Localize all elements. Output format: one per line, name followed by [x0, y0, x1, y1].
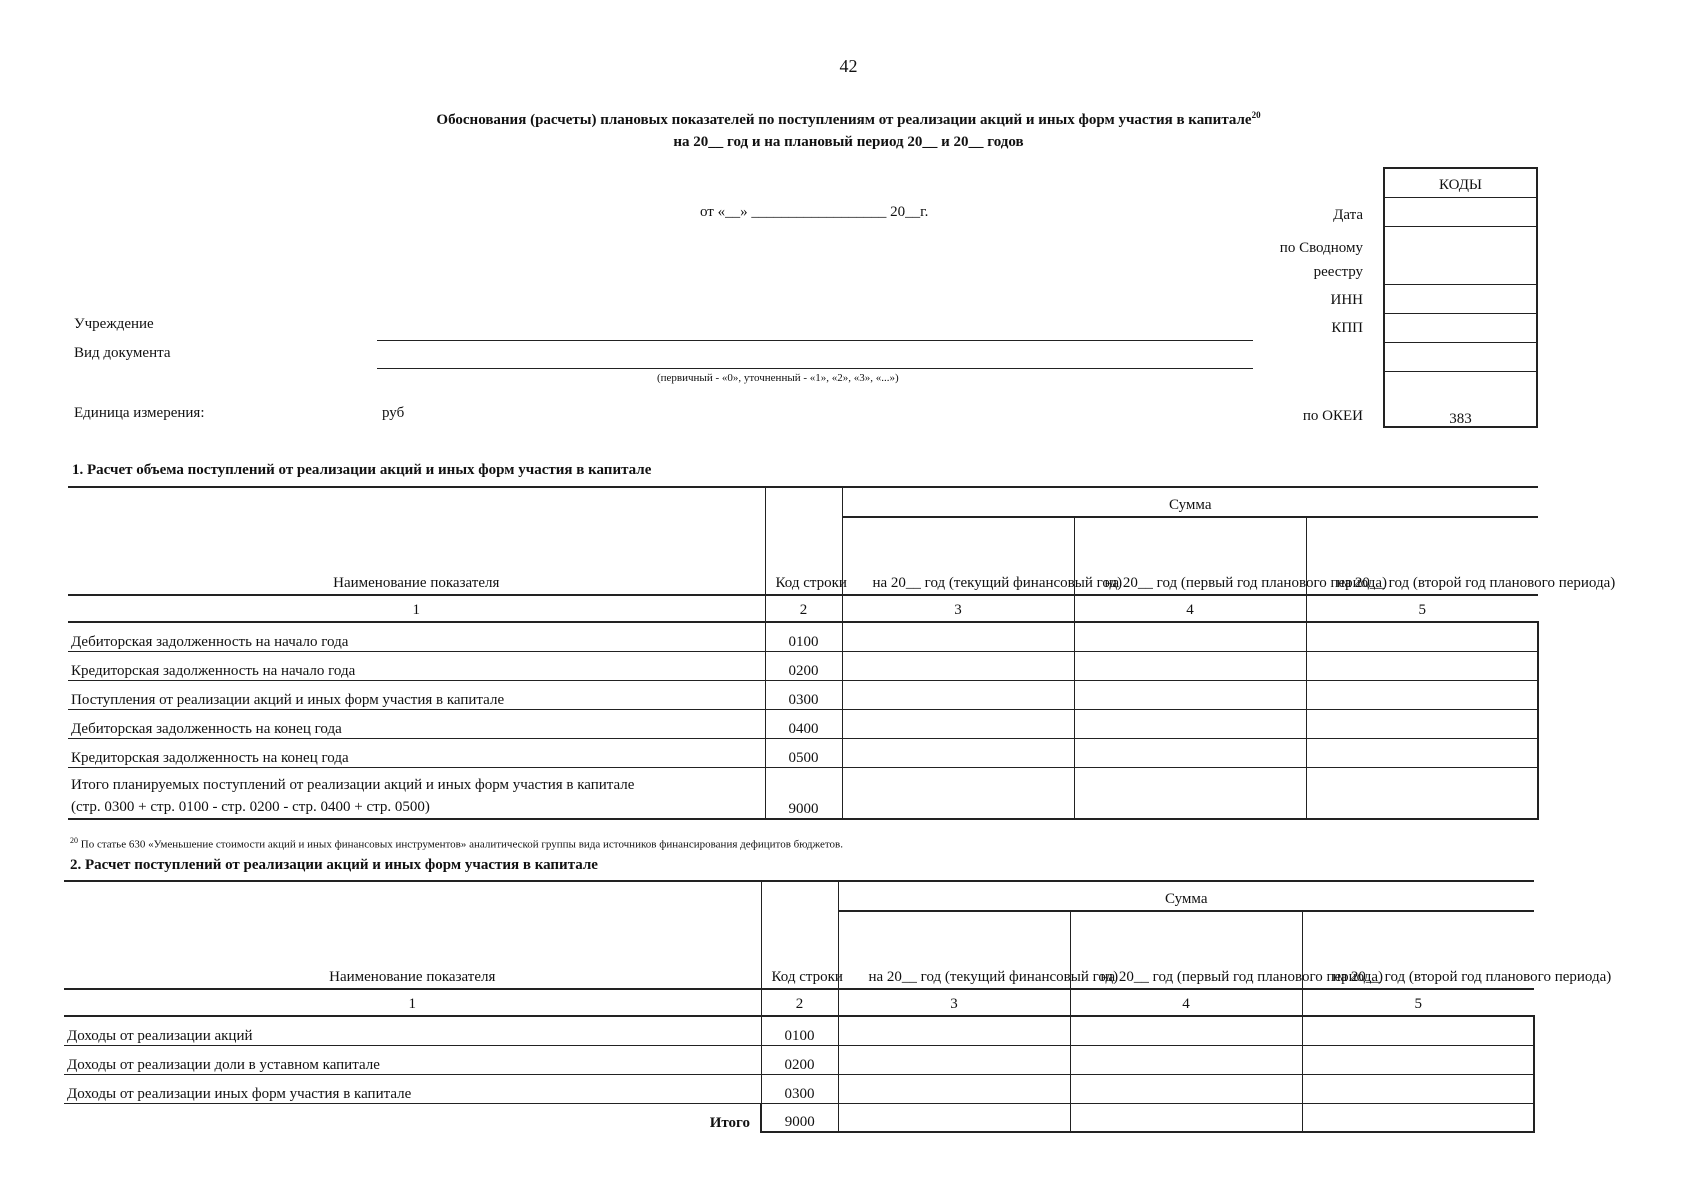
value-cell[interactable] — [1074, 738, 1306, 767]
s1-col3-header: на 20__ год (текущий финансовый год) — [842, 517, 1074, 595]
section2-table — [64, 880, 1612, 1133]
value-cell[interactable] — [1074, 767, 1306, 819]
table-row — [68, 651, 1538, 680]
s1-num-4: 4 — [1074, 595, 1306, 622]
table-row — [64, 1074, 1534, 1103]
s2-num-4: 4 — [1070, 989, 1302, 1016]
total-label: Итого — [709, 1115, 750, 1131]
row-name: Дебиторская задолженность на начало года — [68, 622, 765, 651]
page-number: 42 — [839, 56, 858, 76]
value-cell[interactable] — [1070, 1103, 1302, 1132]
s2-col-sum-header: Сумма — [838, 881, 1534, 911]
value-cell[interactable] — [838, 1045, 1070, 1074]
value-cell[interactable] — [842, 767, 1074, 819]
unit-label: Единица измерения: — [74, 405, 205, 421]
value-cell[interactable] — [838, 1103, 1070, 1132]
s1-col5-header: на 20__ год (второй год планового периода) — [1336, 575, 1616, 591]
table-row — [68, 738, 1538, 767]
s1-col4-header: на 20__ год (первый год планового периода) — [1074, 517, 1306, 595]
document-subtitle: на 20__ год и на плановый период 20__ и 20__ годов — [673, 134, 1024, 150]
label-inn: ИНН — [1330, 292, 1363, 308]
label-registry-2: реестру — [1313, 264, 1363, 280]
s2-num-5: 5 — [1302, 989, 1534, 1016]
row-name: Кредиторская задолженность на конец года — [68, 738, 765, 767]
footnote — [70, 836, 843, 851]
codes-box — [1383, 167, 1538, 428]
value-cell[interactable] — [1306, 738, 1538, 767]
code-cell-inn[interactable] — [1385, 284, 1536, 313]
value-cell[interactable] — [1074, 622, 1306, 651]
value-cell[interactable] — [1302, 1074, 1534, 1103]
s2-num-1: 1 — [64, 989, 761, 1016]
table-row — [64, 1016, 1534, 1045]
row-name: Доходы от реализации доли в уставном капитале — [64, 1045, 761, 1074]
row-name: Доходы от реализации акций — [64, 1016, 761, 1045]
table-row — [68, 709, 1538, 738]
row-name: Поступления от реализации акций и иных форм участия в капитале — [68, 680, 765, 709]
row-name: Дебиторская задолженность на конец года — [68, 709, 765, 738]
date-line: от «__» __________________ 20__г. — [700, 204, 929, 220]
s2-num-3: 3 — [838, 989, 1070, 1016]
value-cell[interactable] — [842, 622, 1074, 651]
value-cell[interactable] — [842, 709, 1074, 738]
row-code: 0100 — [765, 622, 842, 651]
s1-num-5: 5 — [1306, 595, 1538, 622]
s1-col-code-header: Код строки — [765, 487, 842, 595]
section2-title: 2. Расчет поступлений от реализации акций и иных форм участия в капитале — [70, 857, 598, 873]
total-row-code: 9000 — [761, 1103, 838, 1132]
s2-col5-header: на 20__ год (второй год планового периода) — [1332, 969, 1612, 985]
code-cell-doc-type[interactable] — [1385, 342, 1536, 371]
value-cell[interactable] — [1306, 651, 1538, 680]
row-code: 0300 — [765, 680, 842, 709]
total-row-name — [68, 767, 765, 819]
institution-label: Учреждение — [74, 316, 154, 332]
code-cell-date[interactable] — [1385, 197, 1536, 226]
s1-num-3: 3 — [842, 595, 1074, 622]
value-cell[interactable] — [1306, 622, 1538, 651]
value-cell[interactable] — [1302, 1016, 1534, 1045]
value-cell[interactable] — [1074, 709, 1306, 738]
footnote-text: По статье 630 «Уменьшение стоимости акций и иных финансовых инструментов» аналитической группы вида источников финансирования дефицитов бюджетов. — [78, 838, 843, 851]
s2-num-2: 2 — [761, 989, 838, 1016]
value-cell[interactable] — [1302, 1103, 1534, 1132]
section1-table — [68, 486, 1616, 820]
row-code: 0100 — [761, 1016, 838, 1045]
value-cell[interactable] — [838, 1074, 1070, 1103]
s2-col4-header: на 20__ год (первый год планового периода) — [1070, 911, 1302, 989]
code-cell-kpp[interactable] — [1385, 313, 1536, 342]
row-name: Доходы от реализации иных форм участия в капитале — [64, 1074, 761, 1103]
total-row — [68, 767, 1538, 819]
total-name-line2: (стр. 0300 + стр. 0100 - стр. 0200 - стр. 0400 + стр. 0500) — [71, 799, 430, 815]
value-cell[interactable] — [1302, 1045, 1534, 1074]
total-row-code: 9000 — [765, 767, 842, 819]
value-cell[interactable] — [842, 651, 1074, 680]
document-title — [0, 110, 1697, 129]
code-cell-registry[interactable] — [1385, 226, 1536, 284]
title-footnote-mark: 20 — [1251, 110, 1261, 120]
value-cell[interactable] — [1070, 1045, 1302, 1074]
label-kpp: КПП — [1331, 320, 1363, 336]
unit-value: руб — [382, 405, 405, 421]
codes-header: КОДЫ — [1438, 177, 1483, 193]
row-name: Кредиторская задолженность на начало года — [68, 651, 765, 680]
table-row — [64, 1045, 1534, 1074]
row-code: 0400 — [765, 709, 842, 738]
value-cell[interactable] — [1070, 1074, 1302, 1103]
row-code: 0200 — [765, 651, 842, 680]
value-cell[interactable] — [1306, 709, 1538, 738]
table-row — [68, 622, 1538, 651]
value-cell[interactable] — [842, 738, 1074, 767]
s2-col-code-header: Код строки — [761, 881, 838, 989]
okei-value: 383 — [1449, 411, 1472, 427]
section1-title: 1. Расчет объема поступлений от реализации акций и иных форм участия в капитале — [72, 462, 652, 478]
s1-col-sum-header: Сумма — [842, 487, 1538, 517]
row-code: 0300 — [761, 1074, 838, 1103]
total-row — [64, 1103, 1534, 1132]
doc-type-field[interactable] — [377, 368, 1253, 369]
code-cell-okei[interactable] — [1385, 371, 1536, 428]
doc-type-hint: (первичный - «0», уточненный - «1», «2», «3», «...») — [657, 372, 899, 384]
row-code: 0200 — [761, 1045, 838, 1074]
s2-col-name-header: Наименование показателя — [64, 881, 761, 989]
s1-col-name-header: Наименование показателя — [68, 487, 765, 595]
value-cell[interactable] — [1074, 651, 1306, 680]
label-registry-1: по Сводному — [1279, 240, 1363, 256]
footnote-mark: 20 — [70, 836, 78, 845]
institution-field[interactable] — [377, 340, 1253, 341]
value-cell[interactable] — [1306, 680, 1538, 709]
value-cell[interactable] — [1070, 1016, 1302, 1045]
value-cell[interactable] — [1074, 680, 1306, 709]
document-title-line1: Обоснования (расчеты) плановых показателей по поступлениям от реализации акций и иных форм участия в капитале — [436, 112, 1252, 128]
label-date: Дата — [1333, 207, 1363, 223]
s1-num-2: 2 — [765, 595, 842, 622]
s1-num-1: 1 — [68, 595, 765, 622]
doc-type-label: Вид документа — [74, 345, 171, 361]
total-name-line1: Итого планируемых поступлений от реализации акций и иных форм участия в капитале — [71, 777, 635, 793]
value-cell[interactable] — [838, 1016, 1070, 1045]
value-cell[interactable] — [1306, 767, 1538, 819]
table-row — [68, 680, 1538, 709]
value-cell[interactable] — [842, 680, 1074, 709]
s2-col3-header: на 20__ год (текущий финансовый год) — [838, 911, 1070, 989]
label-okei: по ОКЕИ — [1302, 408, 1363, 424]
row-code: 0500 — [765, 738, 842, 767]
